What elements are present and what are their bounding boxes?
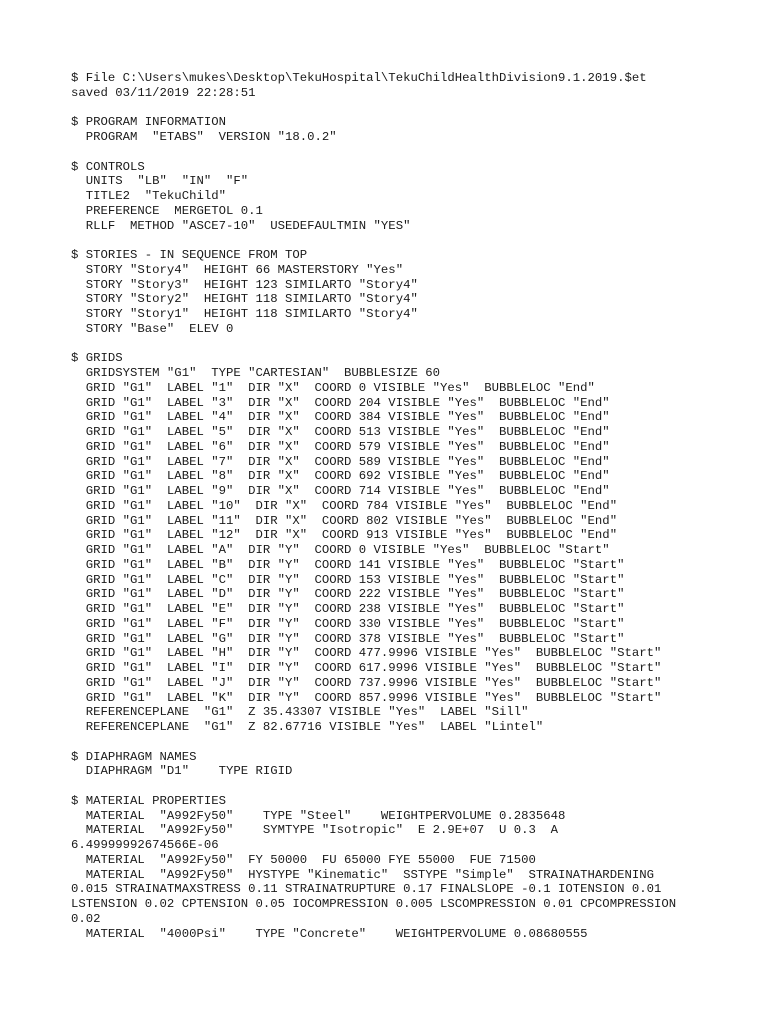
document-line: $ GRIDS [71,351,123,366]
document-line [71,145,761,160]
document-line: GRID "G1" LABEL "6" DIR "X" COORD 579 VISIBLE "Yes" BUBBLELOC "End" [71,439,610,454]
document-line: GRID "G1" LABEL "4" DIR "X" COORD 384 VISIBLE "Yes" BUBBLELOC "End" [71,410,610,425]
document-line: GRID "G1" LABEL "9" DIR "X" COORD 714 VISIBLE "Yes" BUBBLELOC "End" [71,484,610,498]
document-line: STORY "Story1" HEIGHT 118 SIMILARTO "Story4" [71,307,418,321]
document-line: STORY "Story4" HEIGHT 66 MASTERSTORY "Yes" [71,262,404,277]
document-line: MATERIAL "A992Fy50" TYPE "Steel" WEIGHTPERVOLUME 0.2835648 [71,808,566,823]
document-line: $ File C:\Users\mukes\Desktop\TekuHospital\TekuChildHealthDivision9.1.2019.$et [71,71,647,85]
document-line: GRID "G1" LABEL "B" DIR "Y" COORD 141 VISIBLE "Yes" BUBBLELOC "Start" [71,557,625,572]
document-line [71,101,761,116]
document-line: STORY "Base" ELEV 0 [71,321,234,336]
document-line: MATERIAL "A992Fy50" FY 50000 FU 65000 FYE 55000 FUE 71500 [71,852,536,867]
document-line [71,233,761,248]
document-line: MATERIAL "A992Fy50" HYSTYPE "Kinematic" SSTYPE "Simple" STRAINATHARDENING [71,867,654,882]
document-line: UNITS "LB" "IN" "F" [71,174,249,189]
document-body [71,71,761,941]
document-line: 0.02 [71,911,101,926]
document-line: $ CONTROLS [71,159,145,174]
document-line: GRID "G1" LABEL "I" DIR "Y" COORD 617.9996 VISIBLE "Yes" BUBBLELOC "Start" [71,661,662,675]
document-line: PROGRAM "ETABS" VERSION "18.0.2" [71,130,337,144]
document-line [71,779,761,794]
document-line: GRID "G1" LABEL "C" DIR "Y" COORD 153 VISIBLE "Yes" BUBBLELOC "Start" [71,572,625,587]
document-line: GRID "G1" LABEL "12" DIR "X" COORD 913 VISIBLE "Yes" BUBBLELOC "End" [71,528,618,543]
document-line: GRID "G1" LABEL "11" DIR "X" COORD 802 VISIBLE "Yes" BUBBLELOC "End" [71,513,618,528]
document-line: GRID "G1" LABEL "1" DIR "X" COORD 0 VISIBLE "Yes" BUBBLELOC "End" [71,380,595,395]
document-line: STORY "Story2" HEIGHT 118 SIMILARTO "Story4" [71,292,418,307]
document-line: GRID "G1" LABEL "K" DIR "Y" COORD 857.9996 VISIBLE "Yes" BUBBLELOC "Start" [71,690,662,705]
document-line: GRID "G1" LABEL "G" DIR "Y" COORD 378 VISIBLE "Yes" BUBBLELOC "Start" [71,631,625,646]
document-line: GRID "G1" LABEL "3" DIR "X" COORD 204 VISIBLE "Yes" BUBBLELOC "End" [71,395,610,410]
document-line: DIAPHRAGM "D1" TYPE RIGID [71,764,293,779]
document-line: MATERIAL "A992Fy50" SYMTYPE "Isotropic" E 2.9E+07 U 0.3 A [71,823,559,838]
document-line: $ DIAPHRAGM NAMES [71,749,197,764]
document-line: GRID "G1" LABEL "E" DIR "Y" COORD 238 VISIBLE "Yes" BUBBLELOC "Start" [71,602,625,616]
document-line: REFERENCEPLANE "G1" Z 82.67716 VISIBLE "Yes" LABEL "Lintel" [71,720,544,734]
document-line: GRID "G1" LABEL "8" DIR "X" COORD 692 VISIBLE "Yes" BUBBLELOC "End" [71,469,610,484]
document-line: TITLE2 "TekuChild" [71,189,226,203]
document-line: REFERENCEPLANE "G1" Z 35.43307 VISIBLE "Yes" LABEL "Sill" [71,705,529,720]
document-line: GRIDSYSTEM "G1" TYPE "CARTESIAN" BUBBLESIZE 60 [71,366,440,380]
document-line: GRID "G1" LABEL "D" DIR "Y" COORD 222 VISIBLE "Yes" BUBBLELOC "Start" [71,587,625,602]
document-line: $ MATERIAL PROPERTIES [71,793,226,808]
document-line: LSTENSION 0.02 CPTENSION 0.05 IOCOMPRESSION 0.005 LSCOMPRESSION 0.01 CPCOMPRESSION [71,897,677,911]
document-line: 6.49999992674566E-06 [71,838,219,852]
document-line: GRID "G1" LABEL "5" DIR "X" COORD 513 VISIBLE "Yes" BUBBLELOC "End" [71,425,610,439]
document-line: GRID "G1" LABEL "F" DIR "Y" COORD 330 VISIBLE "Yes" BUBBLELOC "Start" [71,616,625,631]
document-line [71,735,761,750]
document-line: MATERIAL "4000Psi" TYPE "Concrete" WEIGHTPERVOLUME 0.08680555 [71,926,588,941]
document-line: GRID "G1" LABEL "H" DIR "Y" COORD 477.9996 VISIBLE "Yes" BUBBLELOC "Start" [71,646,662,661]
document-line: $ STORIES - IN SEQUENCE FROM TOP [71,248,308,262]
document-line: saved 03/11/2019 22:28:51 [71,85,256,100]
document-line: GRID "G1" LABEL "10" DIR "X" COORD 784 VISIBLE "Yes" BUBBLELOC "End" [71,498,618,513]
document-line [71,337,761,352]
document-line: GRID "G1" LABEL "A" DIR "Y" COORD 0 VISIBLE "Yes" BUBBLELOC "Start" [71,543,610,557]
document-line: $ PROGRAM INFORMATION [71,115,226,130]
document-line: STORY "Story3" HEIGHT 123 SIMILARTO "Story4" [71,277,418,292]
document-line: 0.015 STRAINATMAXSTRESS 0.11 STRAINATRUPTURE 0.17 FINALSLOPE -0.1 IOTENSION 0.01 [71,882,662,897]
document-line: PREFERENCE MERGETOL 0.1 [71,203,263,218]
document-line: RLLF METHOD "ASCE7-10" USEDEFAULTMIN "YES" [71,218,411,233]
document-line: GRID "G1" LABEL "7" DIR "X" COORD 589 VISIBLE "Yes" BUBBLELOC "End" [71,454,610,469]
document-line: GRID "G1" LABEL "J" DIR "Y" COORD 737.9996 VISIBLE "Yes" BUBBLELOC "Start" [71,675,662,690]
